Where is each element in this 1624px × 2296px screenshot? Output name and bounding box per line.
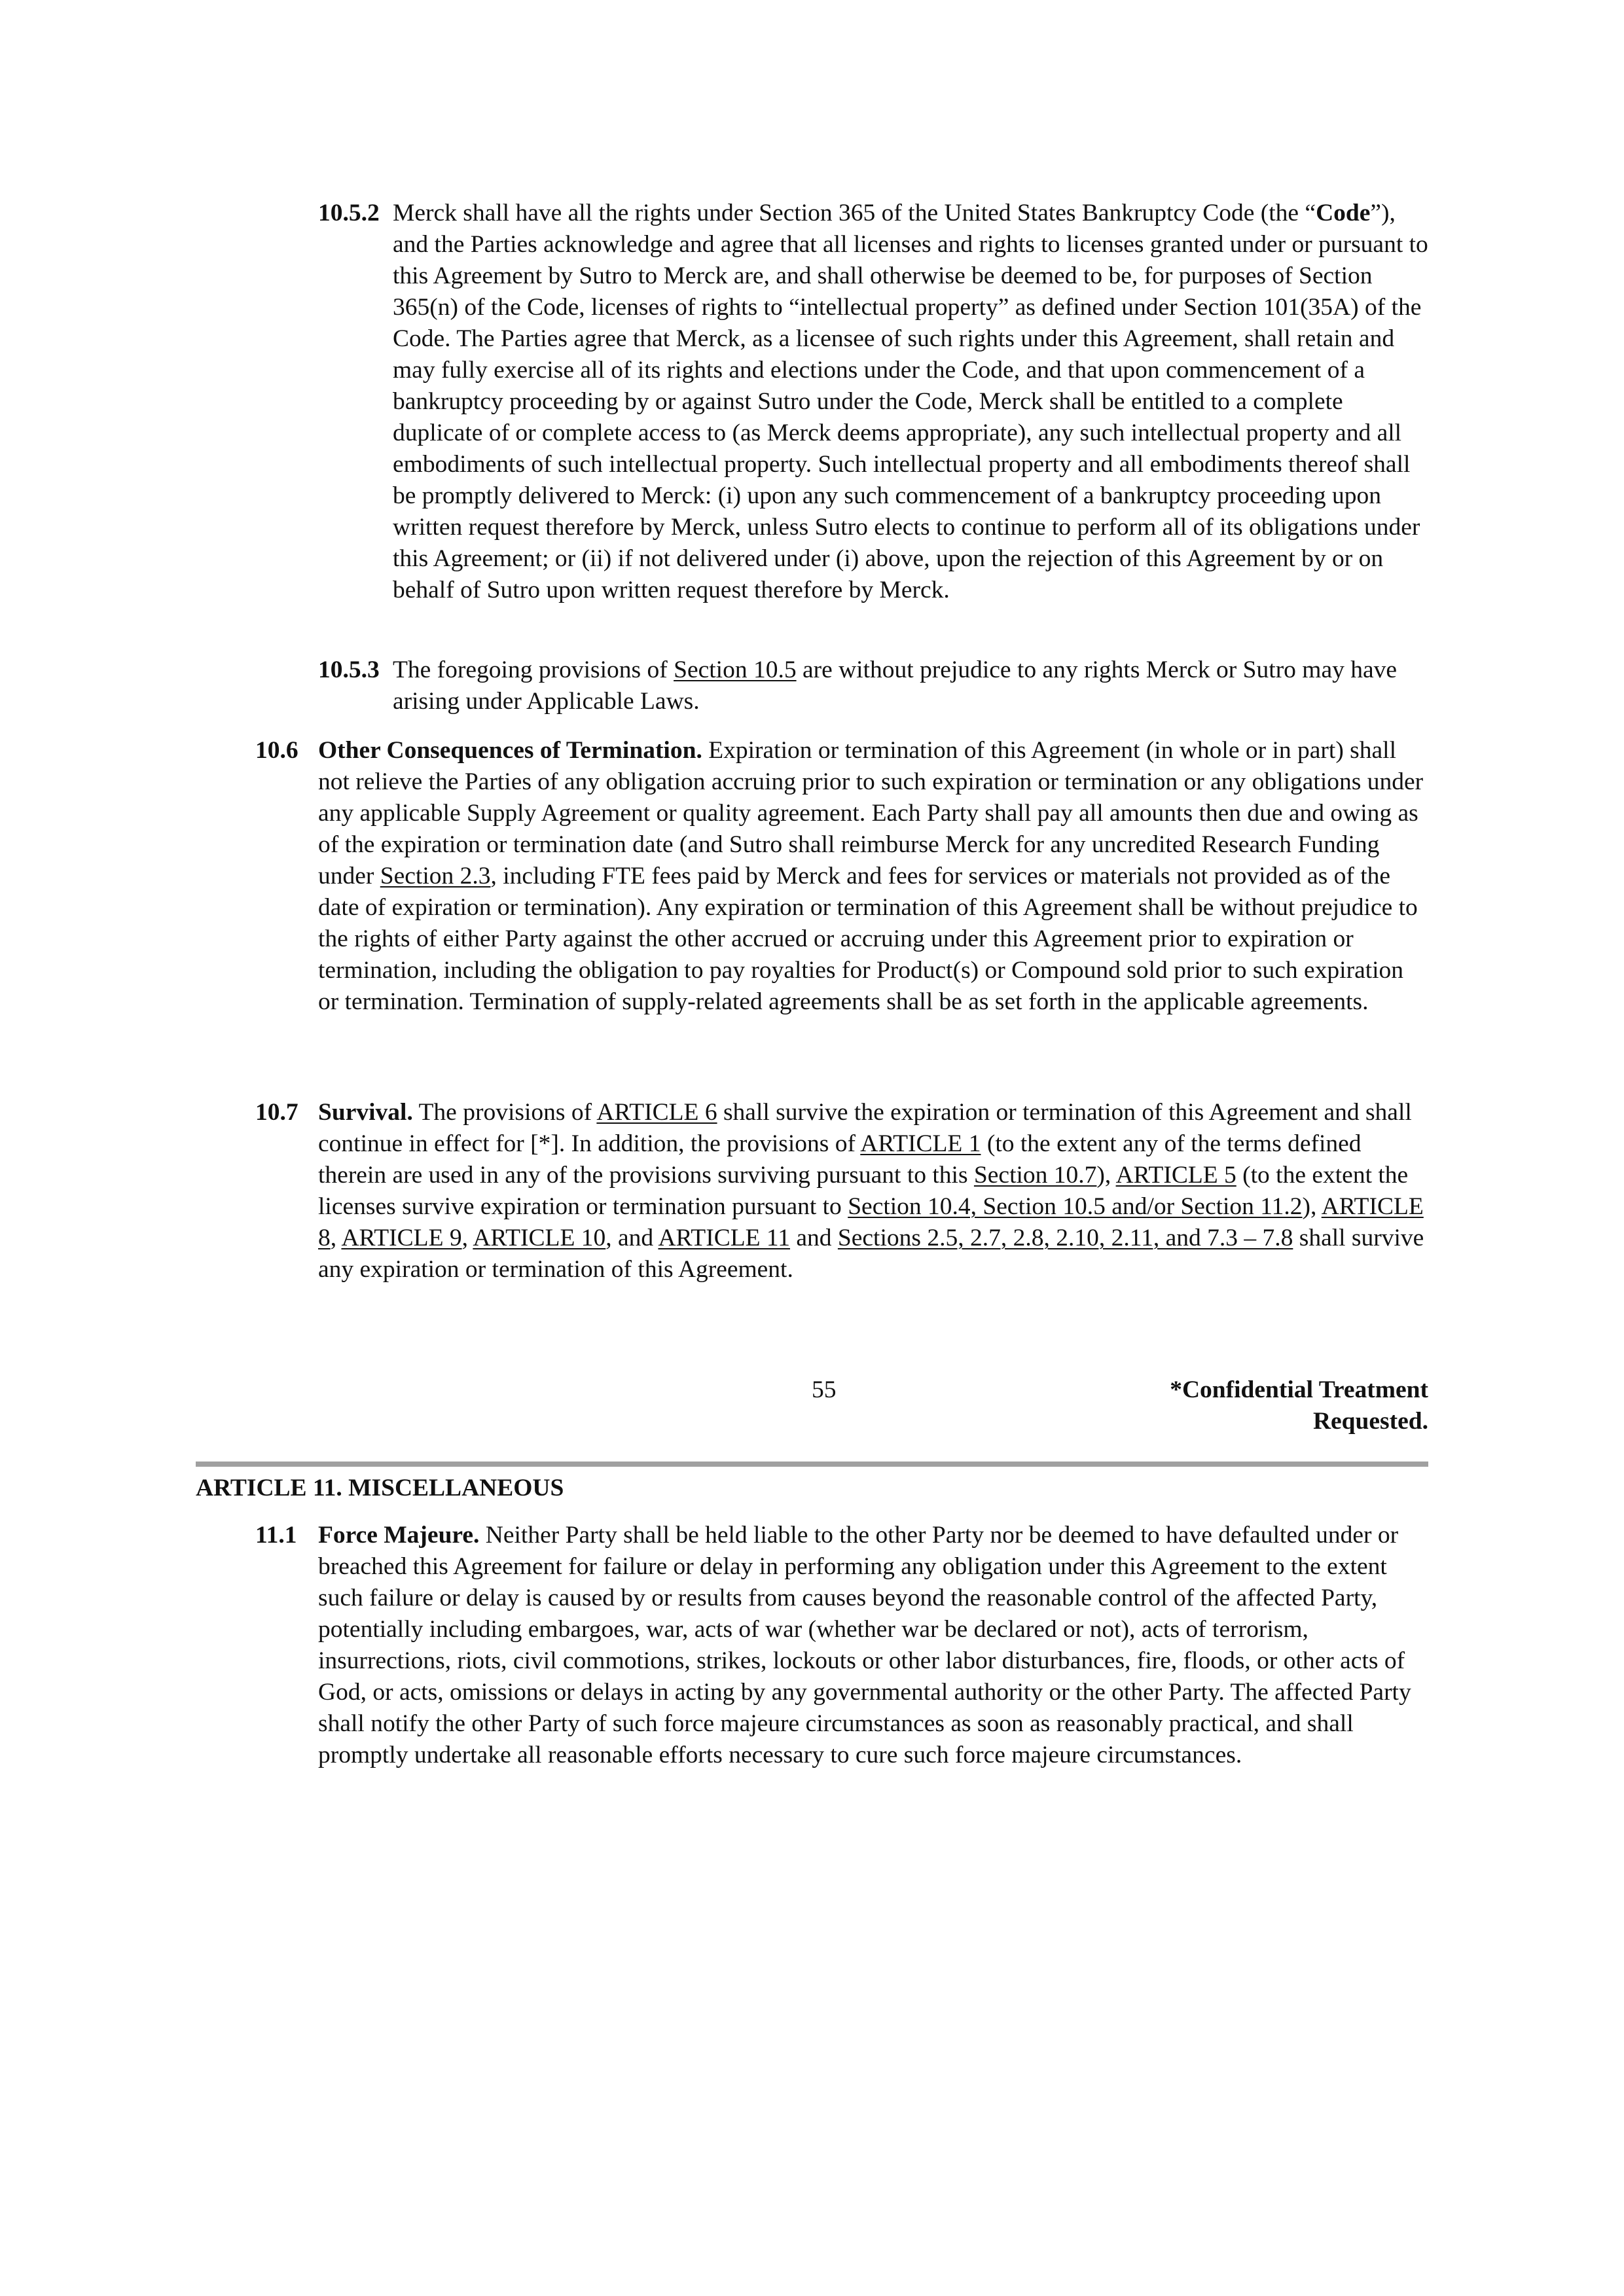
confidential-notice: *Confidential Treatment Requested. xyxy=(1170,1376,1428,1435)
defined-term-code: Code xyxy=(1316,200,1371,226)
section-link[interactable]: Section 10.5 xyxy=(674,656,797,683)
article-link[interactable]: ARTICLE 1 xyxy=(860,1130,981,1157)
section-link[interactable]: Sections 2.5, 2.7, 2.8, 2.10, 2.11, and 7.3 – 7.8 xyxy=(837,1225,1293,1251)
section-title: Other Consequences of Termination. xyxy=(318,737,702,764)
section-text: The foregoing provisions of Section 10.5 are without prejudice to any rights Merck or Sutro may have arising under Applicable Laws. xyxy=(393,656,1398,715)
section-number: 10.6 xyxy=(255,737,298,764)
section-title: Force Majeure. xyxy=(318,1522,480,1549)
article-link[interactable]: ARTICLE 5 xyxy=(1115,1162,1236,1189)
section-text: Survival. The provisions of ARTICLE 6 shall survive the expiration or termination of this Agreement and shall continue in effect for [*]. In addition, the provisions of ARTICLE 1 (to the extent any of the terms defined therein are used in any of the provisions surviving pursuant to this Section 10.7), ARTICLE 5 (to the extent the licenses survive expiration or termination pursuant to Section 10.4, Section 10.5 and/or Section 11.2), ARTICLE 8, ARTICLE 9, ARTICLE 10, and ARTICLE 11 and Sections 2.5, 2.7, 2.8, 2.10, 2.11, and 7.3 – 7.8 shall survive any expiration or termination of this Agreement. xyxy=(318,1099,1424,1283)
section-text: Merck shall have all the rights under Section 365 of the United States Bankruptcy Code (the “Code”), and the Parties acknowledge and agree that all licenses and rights to licenses granted under or pursuant to this Agreement by Sutro to Merck are, and shall otherwise be deemed to be, for purposes of Section 365(n) of the Code, licenses of rights to “intellectual property” as defined under Section 101(35A) of the Code. The Parties agree that Merck, as a licensee of such rights under this Agreement, shall retain and may fully exercise all of its rights and elections under the Code, and that upon commencement of a bankruptcy proceeding by or against Sutro under the Code, Merck shall be entitled to a complete duplicate of or complete access to (as Merck deems appropriate), any such intellectual property and all embodiments of such intellectual property. Such intellectual property and all embodiments thereof shall be promptly delivered to Merck: (i) upon any such commencement of a bankruptcy proceeding upon written request therefore by Merck, unless Sutro elects to continue to perform all of its obligations under this Agreement; or (ii) if not delivered under (i) above, upon the rejection of this Agreement by or on behalf of Sutro upon written request therefore by Merck. xyxy=(393,200,1428,603)
page-number: 55 xyxy=(812,1376,837,1403)
article-link[interactable]: ARTICLE 10 xyxy=(473,1225,606,1251)
article-link[interactable]: ARTICLE 9 xyxy=(341,1225,462,1251)
section-link[interactable]: Section 2.3 xyxy=(380,863,491,889)
section-number: 10.5.3 xyxy=(318,656,380,683)
section-title: Survival. xyxy=(318,1099,413,1126)
article-link[interactable]: ARTICLE 6 xyxy=(596,1099,717,1126)
section-text: Other Consequences of Termination. Expiration or termination of this Agreement (in whole or in part) shall not relieve the Parties of any obligation accruing prior to such expiration or termination or any obligations under any applicable Supply Agreement or quality agreement. Each Party shall pay all amounts then due and owing as of the expiration or termination date (and Sutro shall reimburse Merck for any uncredited Research Funding under Section 2.3, including FTE fees paid by Merck and fees for services or materials not provided as of the date of expiration or termination). Any expiration or termination of this Agreement shall be without prejudice to the rights of either Party against the other accrued or accruing under this Agreement prior to expiration or termination, including the obligation to pay royalties for Product(s) or Compound sold prior to such expiration or termination. Termination of supply-related agreements shall be as set forth in the applicable agreements. xyxy=(318,737,1424,1015)
section-number: 10.5.2 xyxy=(318,200,380,226)
page-divider xyxy=(196,1462,1428,1467)
section-link[interactable]: Section 10.4, Section 10.5 and/or Section 11.2 xyxy=(848,1193,1303,1220)
section-number: 10.7 xyxy=(255,1099,298,1126)
article-heading: ARTICLE 11. MISCELLANEOUS xyxy=(196,1475,564,1501)
section-link[interactable]: Section 10.7 xyxy=(973,1162,1097,1189)
section-number: 11.1 xyxy=(255,1522,297,1549)
section-text: Force Majeure. Neither Party shall be held liable to the other Party nor be deemed to have defaulted under or breached this Agreement for failure or delay in performing any obligation under this Agreement to the extent such failure or delay is caused by or results from causes beyond the reasonable control of the affected Party, potentially including embargoes, war, acts of war (whether war be declared or not), acts of terrorism, insurrections, riots, civil commotions, strikes, lockouts or other labor disturbances, fire, floods, or other acts of God, or acts, omissions or delays in acting by any governmental authority or the other Party. The affected Party shall notify the other Party of such force majeure circumstances as soon as reasonably practical, and shall promptly undertake all reasonable efforts necessary to cure such force majeure circumstances. xyxy=(318,1522,1411,1768)
article-link[interactable]: ARTICLE 8 xyxy=(318,1193,1424,1251)
article-link[interactable]: ARTICLE 11 xyxy=(658,1225,790,1251)
